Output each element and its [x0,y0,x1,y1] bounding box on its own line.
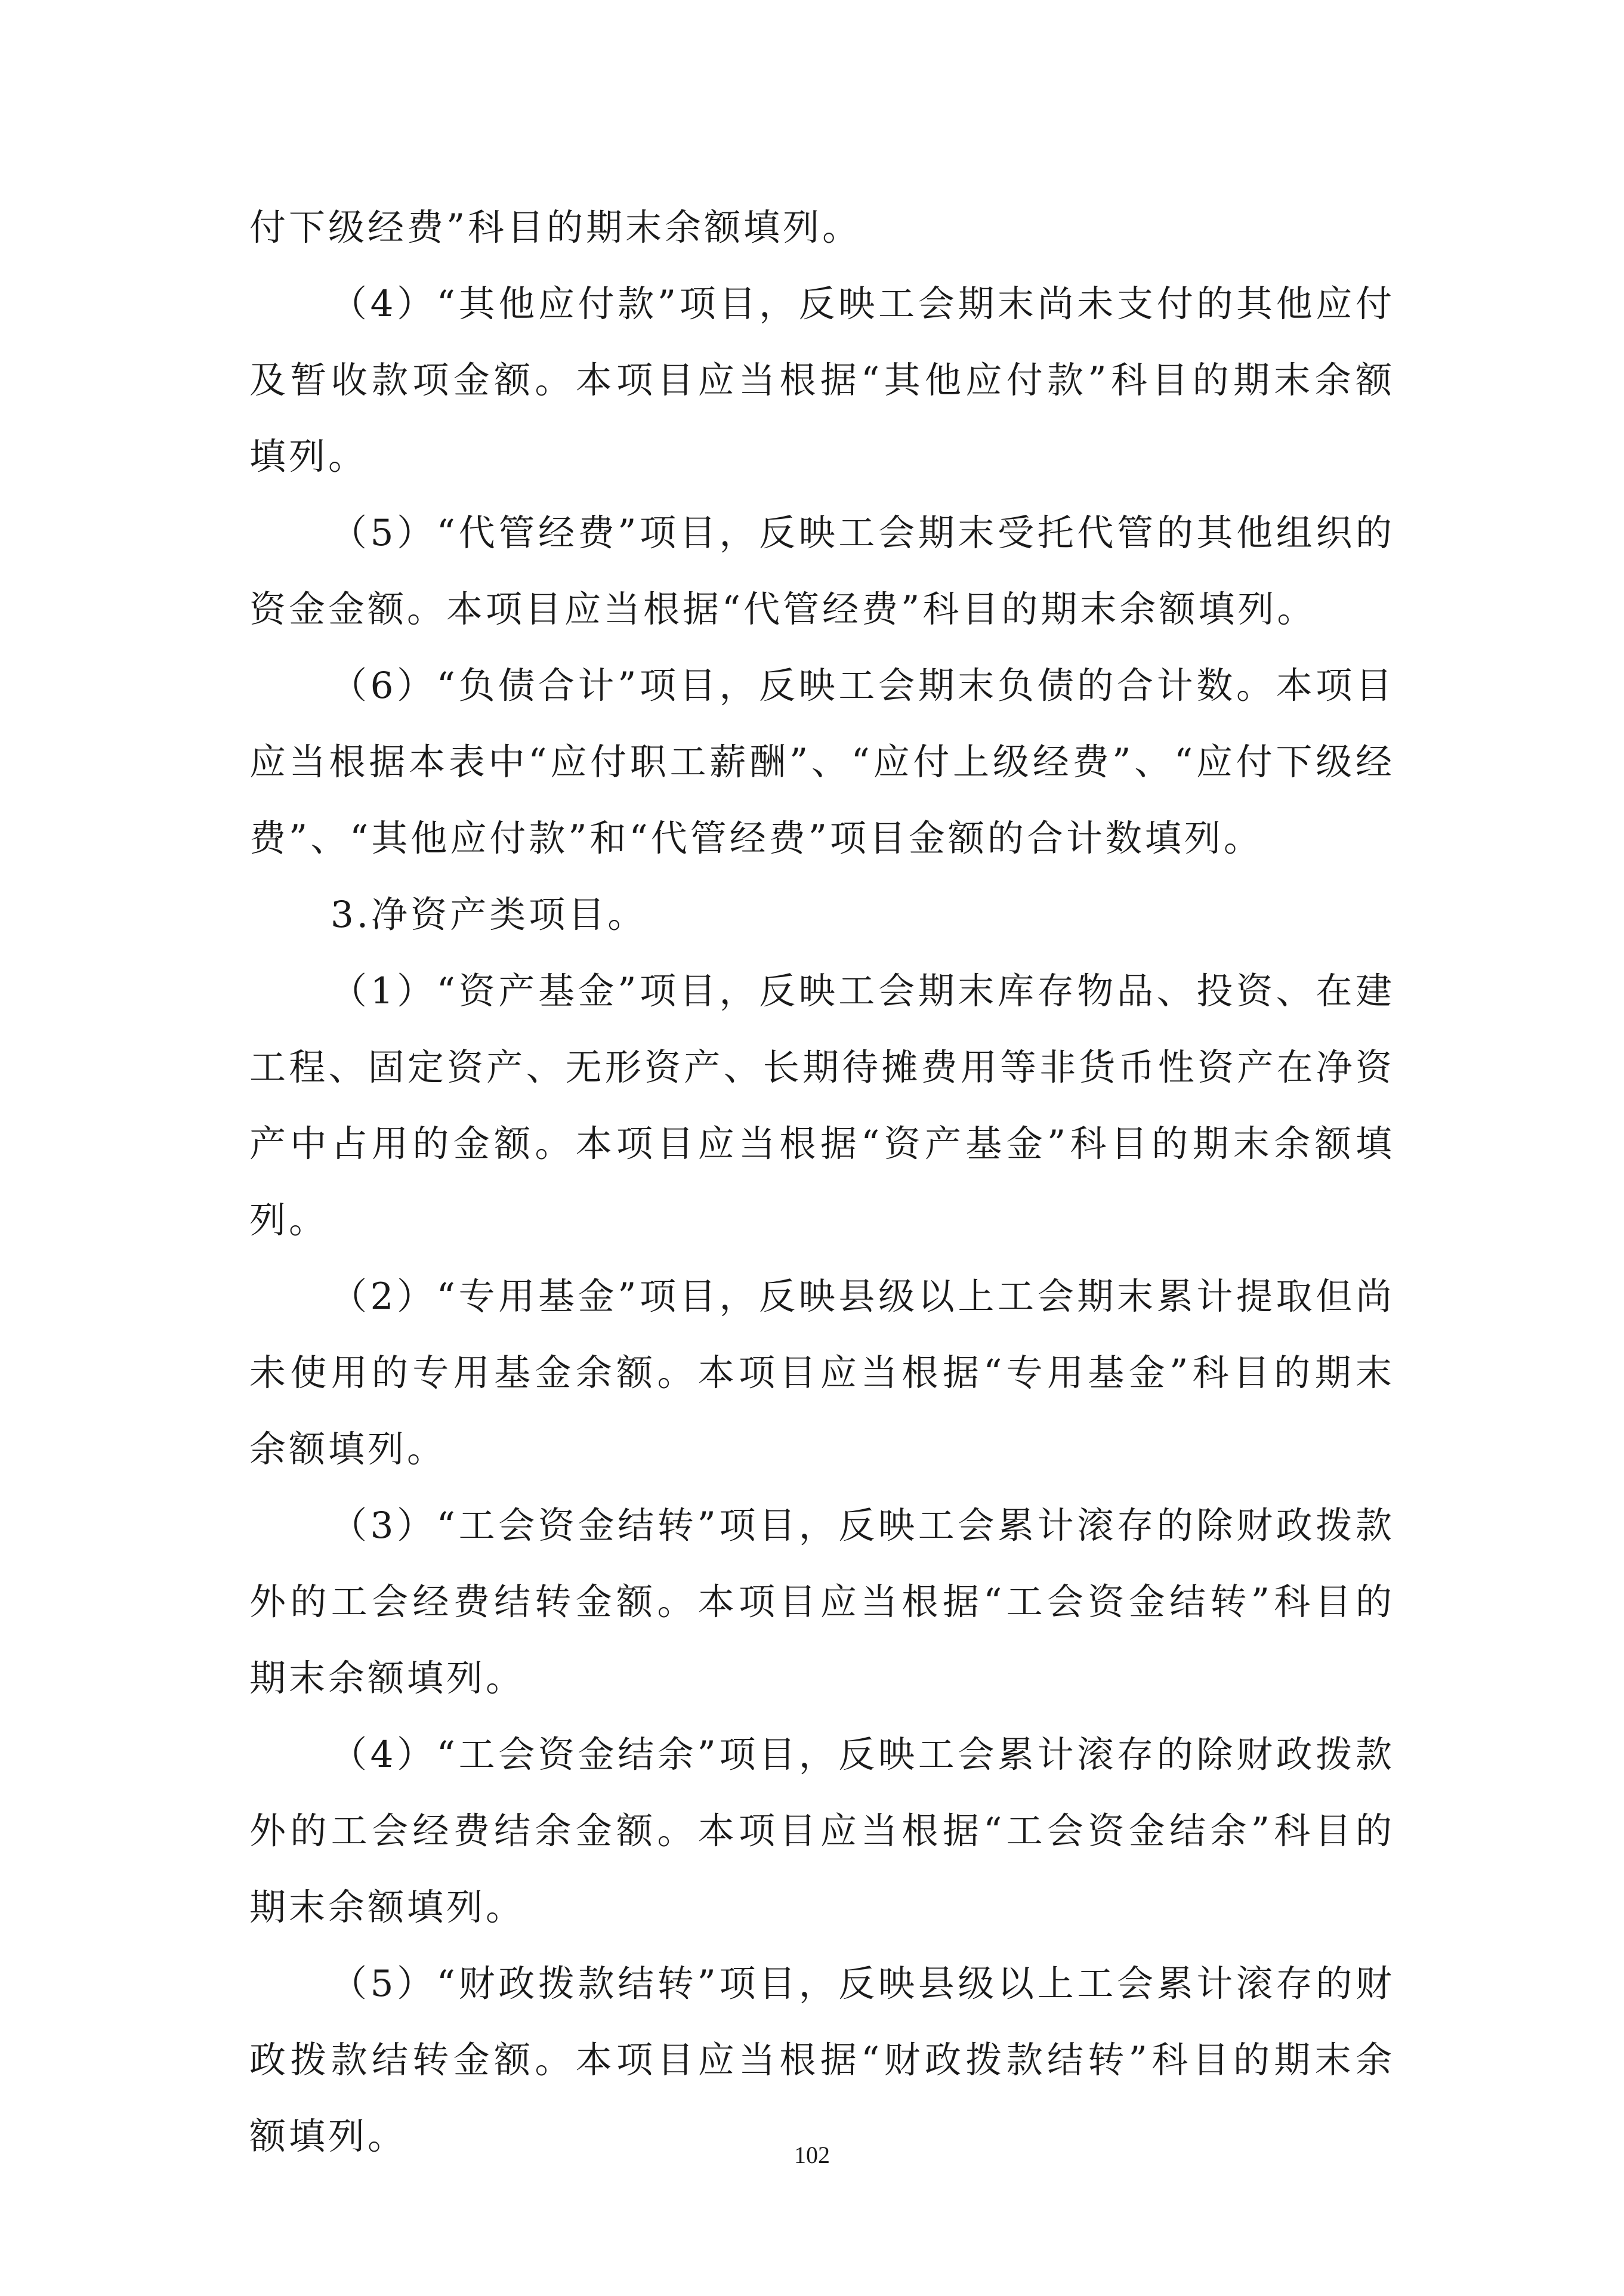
paragraph-fiscal-appropriation-carryover: （5）“财政拨款结转”项目，反映县级以上工会累计滚存的财政拨款结转金额。本项目应当根据“财政拨款结转”科目的期末余额填列。 [249,1963,1395,2158]
paragraph-continuation: 付下级经费”科目的期末余额填列。 [249,206,862,249]
paragraph-special-fund: （2）“专用基金”项目，反映县级以上工会期末累计提取但尚未使用的专用基金余额。本项目应当根据“专用基金”科目的期末余额填列。 [249,1275,1395,1470]
paragraph-union-fund-surplus: （4）“工会资金结余”项目，反映工会累计滚存的除财政拨款外的工会经费结余金额。本项目应当根据“工会资金结余”科目的期末余额填列。 [249,1733,1395,1929]
paragraph-union-fund-carryover: （3）“工会资金结转”项目，反映工会累计滚存的除财政拨款外的工会经费结转金额。本项目应当根据“工会资金结转”科目的期末余额填列。 [249,1504,1395,1699]
paragraph-custodial-funds: （5）“代管经费”项目，反映工会期末受托代管的其他组织的资金金额。本项目应当根据“代管经费”科目的期末余额填列。 [249,512,1395,631]
body-text [249,190,1395,2175]
paragraph-asset-fund: （1）“资产基金”项目，反映工会期末库存物品、投资、在建工程、固定资产、无形资产、长期待摊费用等非货币性资产在净资产中占用的金额。本项目应当根据“资产基金”科目的期末余额填列。 [249,970,1395,1241]
section-heading-net-assets: 3.净资产类项目。 [331,894,647,936]
page-number: 102 [794,2142,830,2168]
paragraph-other-payables: （4）“其他应付款”项目，反映工会期末尚未支付的其他应付及暂收款项金额。本项目应当根据“其他应付款”科目的期末余额填列。 [249,283,1395,478]
paragraph-total-liabilities: （6）“负债合计”项目，反映工会期末负债的合计数。本项目应当根据本表中“应付职工薪酬”、“应付上级经费”、“应付下级经费”、“其他应付款”和“代管经费”项目金额的合计数填列。 [249,665,1395,860]
